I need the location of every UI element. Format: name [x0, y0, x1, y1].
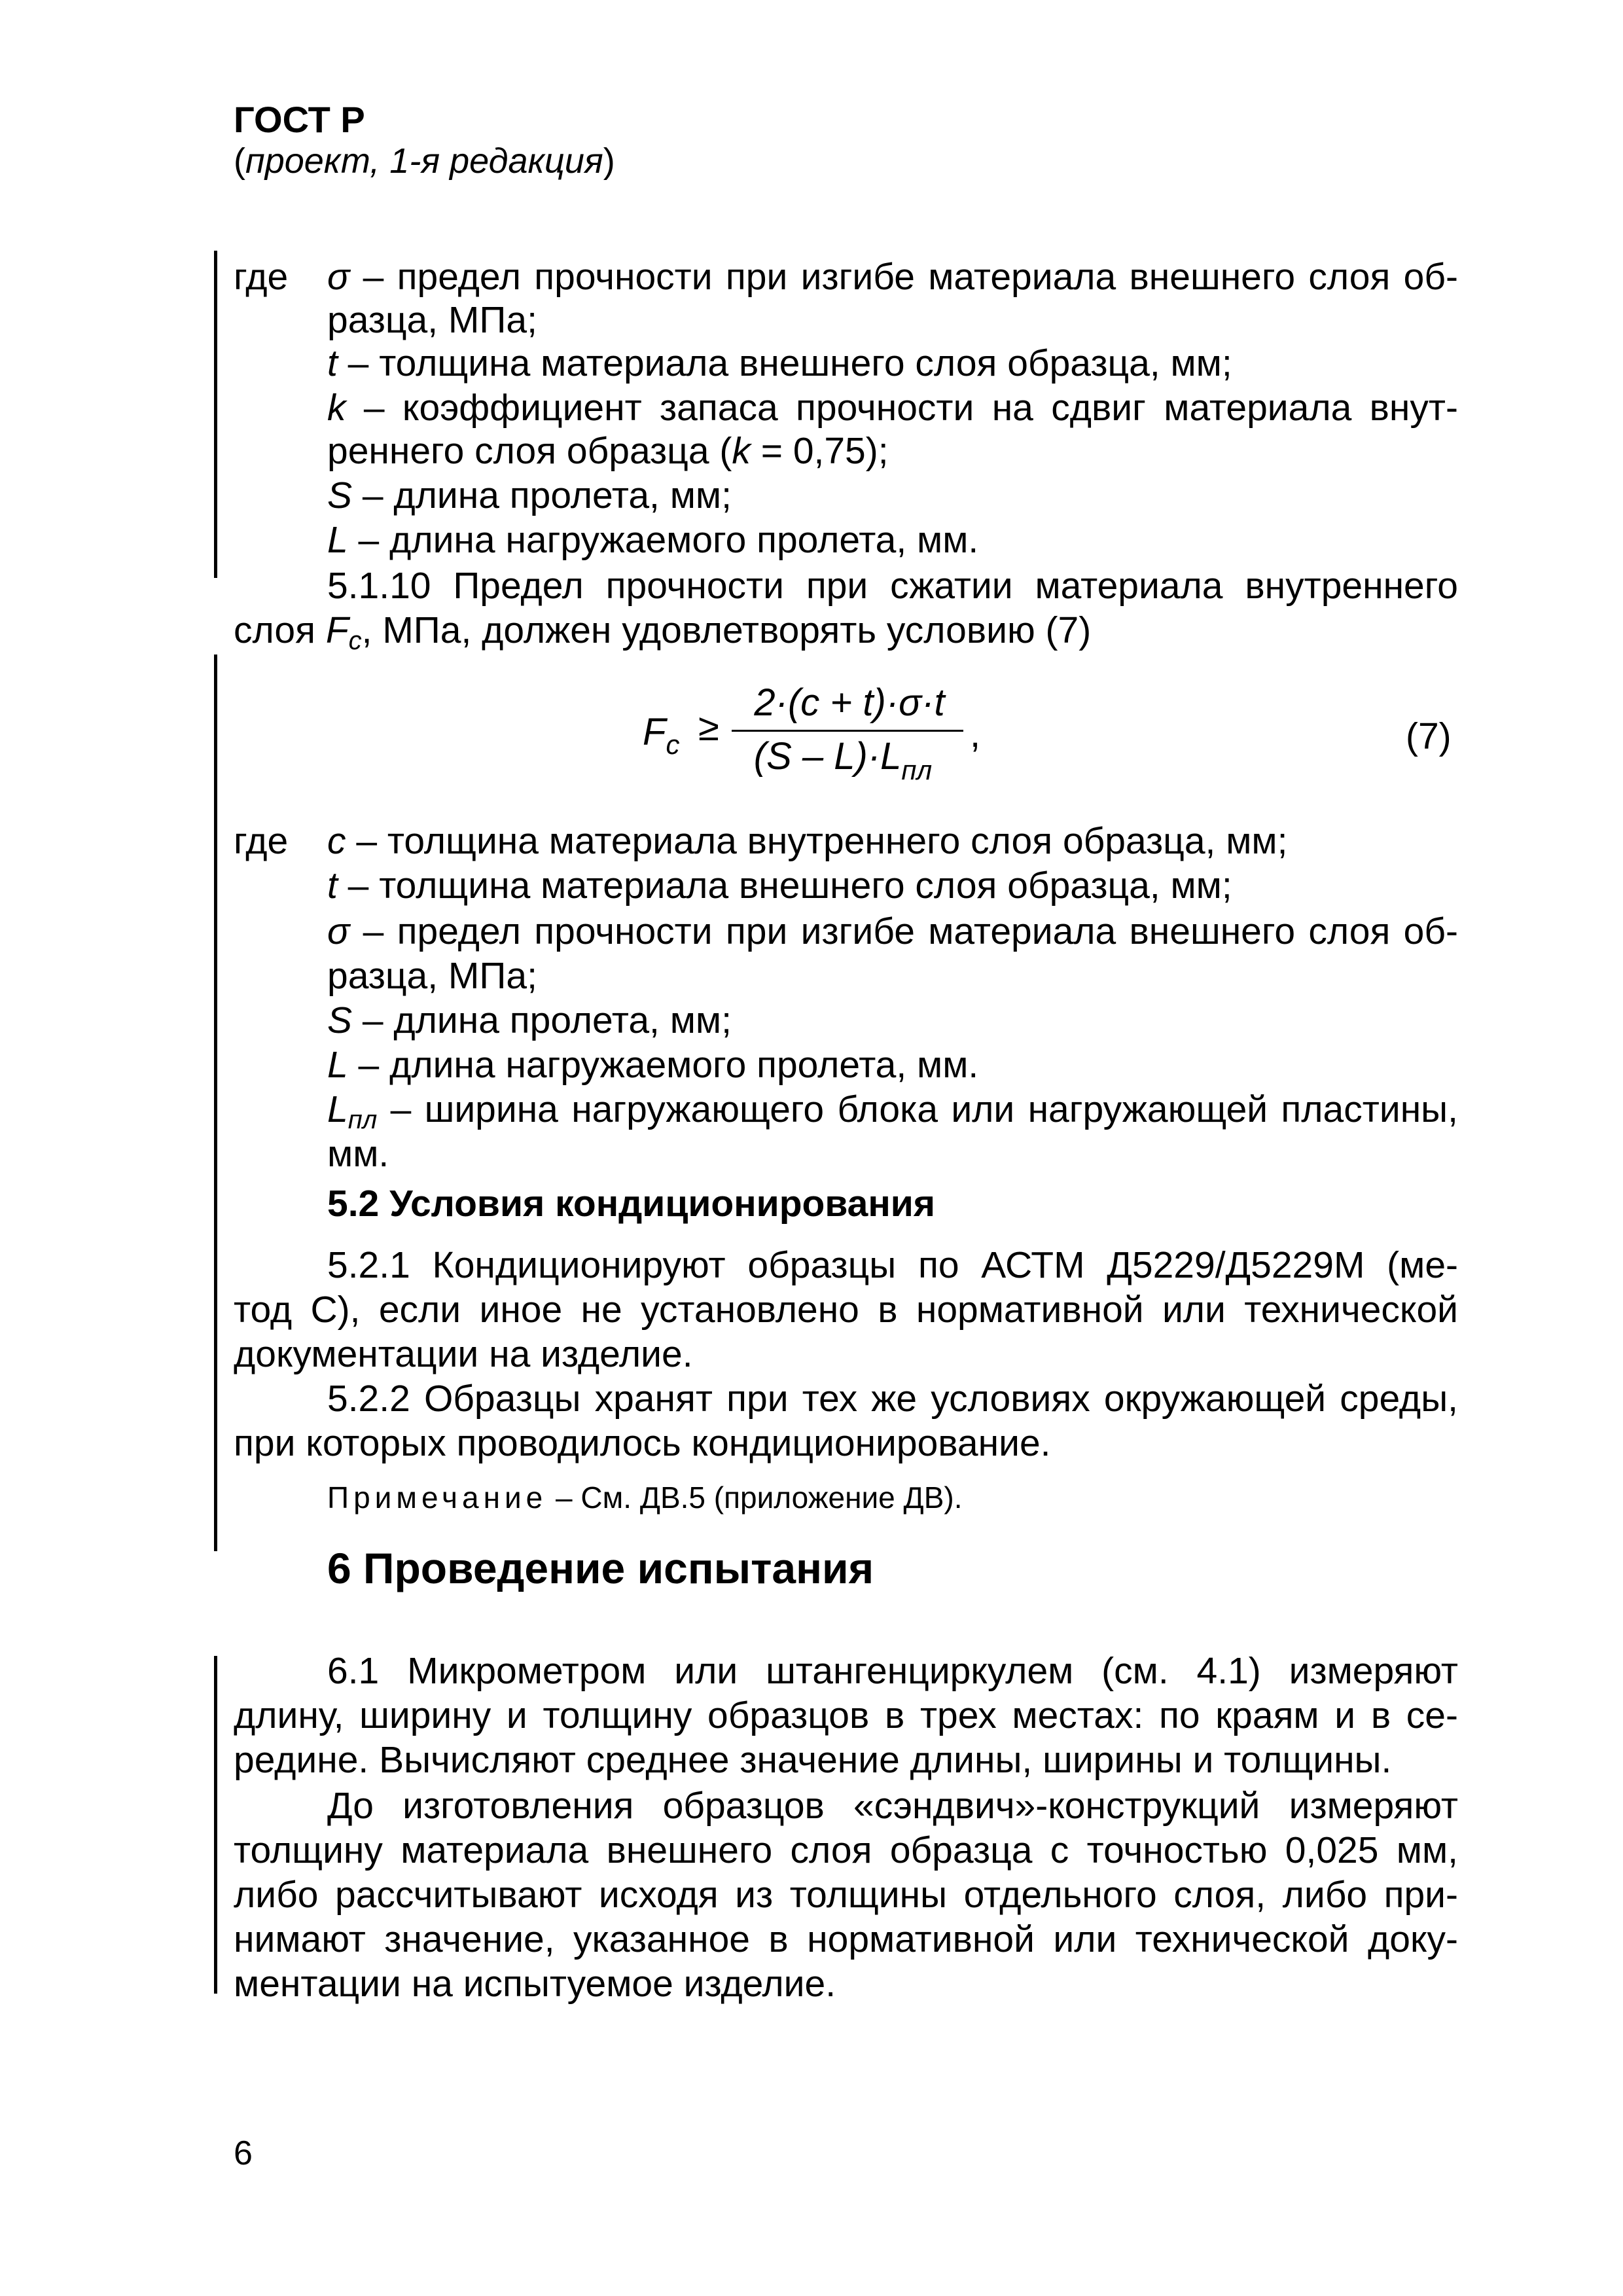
- page-number: 6: [234, 2134, 253, 2172]
- paragraph-6-1-2: До изготовления образцов «сэндвич»-конструкций измеряют: [327, 1785, 1458, 1827]
- formula-comma: ,: [970, 713, 981, 755]
- definition-c: c – толщина материала внутреннего слоя образца, мм;: [327, 820, 1288, 862]
- definition-L-2: L – длина нагружаемого пролета, мм.: [327, 1044, 979, 1086]
- definition-S-2: S – длина пролета, мм;: [327, 999, 732, 1041]
- note: Примечание – См. ДВ.5 (приложение ДВ).: [327, 1480, 963, 1515]
- revision-bar-1: [214, 251, 217, 578]
- paragraph-5-2-1-line2: тод С), если иное не установлено в нормативной или технической: [234, 1289, 1458, 1331]
- revision-bar-2: [214, 655, 217, 1551]
- section-heading-5-2: 5.2 Условия кондиционирования: [327, 1183, 936, 1225]
- definition-sigma-2-cont: разца, МПа;: [327, 955, 537, 997]
- paragraph-6-1-line2: длину, ширину и толщину образцов в трех местах: по краям и в се-: [234, 1695, 1458, 1736]
- paragraph-6-1-2-line5: ментации на испытуемое изделие.: [234, 1963, 836, 2005]
- definition-k: k – коэффициент запаса прочности на сдвиг материала внут-: [327, 387, 1458, 429]
- paragraph-5-2-1-line3: документации на изделие.: [234, 1333, 693, 1375]
- paragraph-5-2-2: 5.2.2 Образцы хранят при тех же условиях окружающей среды,: [327, 1378, 1458, 1420]
- paragraph-6-1-2-line4: нимают значение, указанное в нормативной или технической доку-: [234, 1918, 1458, 1960]
- revision-bar-3: [214, 1656, 217, 1994]
- definition-S: S – длина пролета, мм;: [327, 475, 732, 516]
- definition-sigma: σ – предел прочности при изгибе материала внешнего слоя об-: [327, 256, 1458, 298]
- formula-lhs: $F_c$: [643, 711, 680, 760]
- paragraph-6-1-2-line3: либо рассчитывают исходя из толщины отдельного слоя, либо при-: [234, 1874, 1458, 1916]
- where-label-1: где: [234, 256, 289, 298]
- paragraph-5-2-1: 5.2.1 Кондиционируют образцы по АСТМ Д5229/Д5229М (ме-: [327, 1244, 1458, 1286]
- paragraph-5-1-10: 5.1.10 Предел прочности при сжатии материала внутреннего: [327, 565, 1458, 607]
- definition-L: L – длина нагружаемого пролета, мм.: [327, 519, 979, 561]
- definition-sigma-cont: разца, МПа;: [327, 299, 537, 341]
- fraction-bar: [732, 730, 963, 732]
- definition-Lpl-cont: мм.: [327, 1133, 389, 1175]
- definition-t-2: t – толщина материала внешнего слоя образца, мм;: [327, 865, 1232, 906]
- formula-relation: ≥: [698, 706, 719, 749]
- definition-k-cont: реннего слоя образца (k = 0,75);: [327, 430, 889, 472]
- paragraph-6-1-2-line2: толщину материала внешнего слоя образца с точностью 0,025 мм,: [234, 1829, 1458, 1871]
- formula-denominator: $(S - L)\cdot L_{пл}$: [753, 735, 933, 785]
- formula-numerator: 2·(c + t)·σ·t: [754, 681, 945, 724]
- definition-sigma-2: σ – предел прочности при изгибе материала внешнего слоя об-: [327, 910, 1458, 952]
- paragraph-5-1-10-cont: слоя $F_c$, МПа, должен удовлетворять условию (7): [234, 609, 1092, 655]
- paragraph-6-1-line3: редине. Вычисляют среднее значение длины, ширины и толщины.: [234, 1739, 1392, 1781]
- definition-t: t – толщина материала внешнего слоя образца, мм;: [327, 342, 1232, 384]
- definition-Lpl: $L_{пл}$ – ширина нагружающего блока или нагружающей пластины,: [327, 1088, 1458, 1134]
- section-heading-6: 6 Проведение испытания: [327, 1544, 874, 1592]
- formula-number: (7): [1406, 715, 1452, 757]
- paragraph-5-2-2-line2: при которых проводилось кондиционирование.: [234, 1422, 1051, 1464]
- document-subtitle: (проект, 1-я редакция): [234, 141, 615, 181]
- paragraph-6-1: 6.1 Микрометром или штангенциркулем (см. 4.1) измеряют: [327, 1650, 1458, 1692]
- where-label-2: где: [234, 820, 289, 862]
- document-title: ГОСТ Р: [234, 99, 365, 140]
